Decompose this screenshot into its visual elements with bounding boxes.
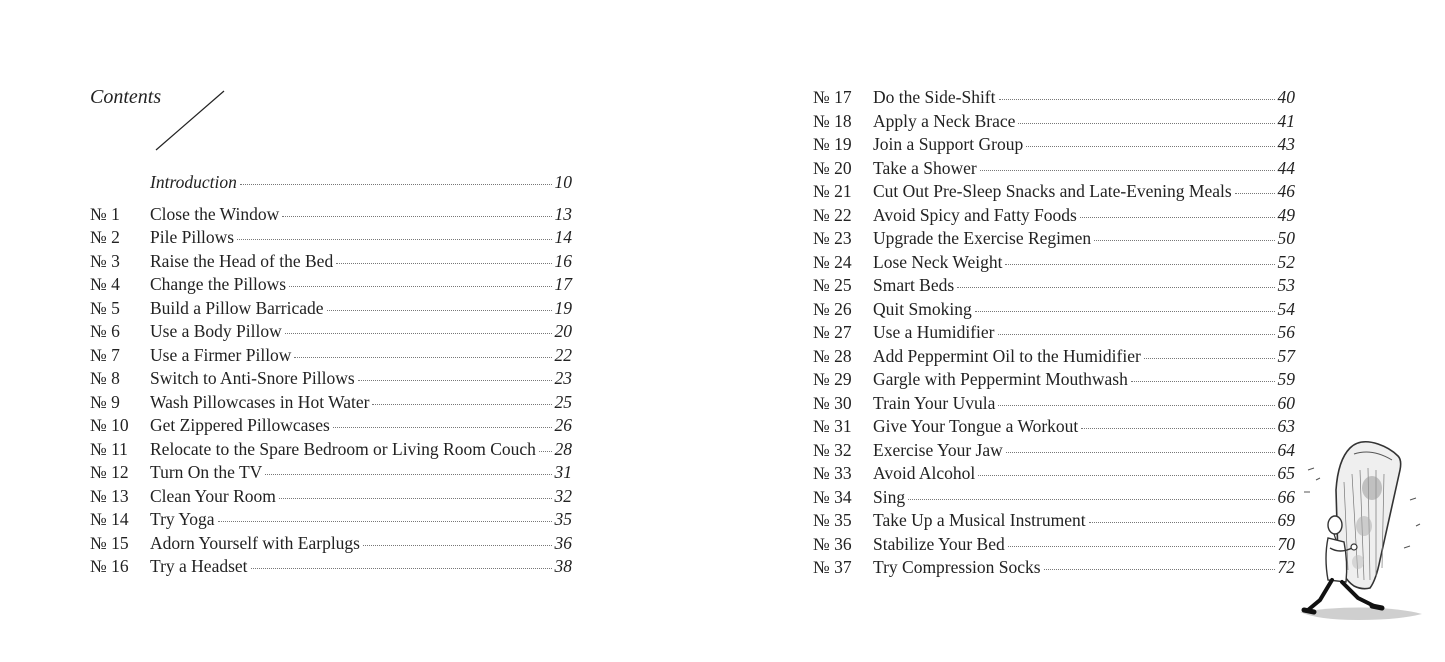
toc-entry-page: 60 (1277, 392, 1295, 413)
toc-entry-page: 22 (554, 344, 572, 365)
toc-entry-number: № 8 (90, 368, 120, 388)
toc-list-left (90, 171, 572, 579)
toc-entry-title: Train Your Uvula (873, 392, 996, 413)
toc-entry-title: Relocate to the Spare Bedroom or Living Room Couch (150, 438, 536, 459)
dot-leader (237, 238, 551, 240)
toc-entry-number: № 29 (813, 369, 852, 389)
toc-entry-title: Pile Pillows (150, 227, 235, 247)
toc-entry-page: 20 (554, 321, 572, 341)
toc-entry-title: Switch to Anti-Snore Pillows (150, 368, 355, 388)
toc-entry-number: № 12 (90, 462, 129, 482)
toc-entry-page: 28 (554, 438, 572, 459)
toc-entry-page: 25 (554, 391, 572, 412)
dot-leader (1131, 380, 1275, 382)
toc-entry[interactable] (90, 508, 572, 532)
toc-entry[interactable] (813, 204, 1295, 228)
toc-entry[interactable] (813, 392, 1295, 416)
dot-leader (1089, 521, 1275, 523)
toc-entry-number: № 20 (813, 157, 852, 178)
toc-entry-title: Avoid Spicy and Fatty Foods (873, 204, 1077, 225)
toc-entry-title: Try Compression Socks (873, 557, 1041, 577)
toc-entry-title: Get Zippered Pillowcases (150, 415, 330, 435)
toc-entry[interactable] (90, 532, 572, 556)
dot-leader (218, 520, 552, 522)
toc-entry-number: № 22 (813, 204, 852, 225)
toc-entry-number: № 24 (813, 251, 852, 272)
dot-leader (908, 498, 1274, 500)
toc-entry-page: 19 (554, 297, 572, 318)
toc-entry-page: 66 (1277, 486, 1295, 507)
toc-entry-page: 52 (1277, 251, 1295, 272)
toc-entry-title: Raise the Head of the Bed (150, 250, 334, 271)
toc-entry-page: 53 (1277, 275, 1295, 295)
toc-entry[interactable] (813, 157, 1295, 181)
man-carrying-mattress-icon (1298, 430, 1438, 625)
toc-entry-number: № 13 (90, 485, 129, 506)
toc-entry-number: № 23 (813, 228, 852, 248)
toc-entry-page: 65 (1277, 463, 1295, 483)
toc-entry-title: Quit Smoking (873, 298, 972, 319)
toc-entry-page: 23 (554, 368, 572, 388)
toc-entry[interactable] (813, 321, 1295, 345)
dot-leader (358, 379, 552, 381)
toc-entry-number: № 14 (90, 509, 129, 529)
toc-entry-title: Introduction (150, 172, 237, 192)
dot-leader (1044, 568, 1275, 570)
toc-entry-title: Try Yoga (150, 509, 215, 529)
toc-entry-number: № 27 (813, 322, 852, 342)
toc-entry-number: № 10 (90, 415, 129, 435)
toc-entry-page: 56 (1277, 322, 1295, 342)
toc-entry-number: № 9 (90, 391, 120, 412)
toc-entry-number: № 37 (813, 557, 852, 577)
toc-entry[interactable] (90, 391, 572, 415)
toc-entry-page: 35 (554, 509, 572, 529)
toc-entry-page: 72 (1277, 557, 1295, 577)
toc-entry-number: № 31 (813, 416, 852, 436)
toc-entry[interactable] (813, 462, 1295, 486)
toc-entry-title: Clean Your Room (150, 485, 276, 506)
toc-entry[interactable] (813, 251, 1295, 275)
toc-entry-number: № 35 (813, 510, 852, 530)
dot-leader (294, 356, 551, 358)
toc-entry[interactable] (90, 297, 572, 321)
toc-entry-title: Turn On the TV (150, 462, 263, 482)
toc-entry-title: Give Your Tongue a Workout (873, 416, 1079, 436)
toc-entry-title: Apply a Neck Brace (873, 110, 1016, 131)
toc-entry-page: 41 (1277, 110, 1295, 131)
toc-entry-title: Cut Out Pre-Sleep Snacks and Late-Evening Meals (873, 181, 1232, 201)
dot-leader (998, 333, 1275, 335)
toc-entry-page: 54 (1277, 298, 1295, 319)
toc-entry-title: Gargle with Peppermint Mouthwash (873, 369, 1128, 389)
dot-leader (282, 215, 551, 217)
toc-entry[interactable] (813, 509, 1295, 533)
dot-leader (327, 309, 552, 311)
toc-entry-title: Close the Window (150, 203, 280, 224)
toc-entry-number: № 6 (90, 321, 120, 341)
toc-entry[interactable] (90, 344, 572, 368)
toc-entry[interactable] (813, 274, 1295, 298)
toc-entry-page: 40 (1277, 87, 1295, 107)
toc-entry-page: 50 (1277, 228, 1295, 248)
toc-entry-page: 32 (554, 485, 572, 506)
toc-entry-page: 46 (1277, 181, 1295, 201)
dot-leader (279, 497, 552, 499)
toc-entry-number: № 3 (90, 250, 120, 271)
heading-slash-decoration (150, 88, 230, 154)
toc-entry-title: Exercise Your Jaw (873, 439, 1003, 460)
toc-entry-page: 13 (554, 203, 572, 224)
toc-entry-title: Wash Pillowcases in Hot Water (150, 391, 370, 412)
toc-entry[interactable] (813, 298, 1295, 322)
toc-entry-page: 26 (554, 415, 572, 435)
toc-entry[interactable] (90, 414, 572, 438)
toc-entry-title: Smart Beds (873, 275, 955, 295)
toc-entry-page: 69 (1277, 510, 1295, 530)
dot-leader (251, 567, 552, 569)
toc-entry-title: Lose Neck Weight (873, 251, 1003, 272)
toc-entry-page: 31 (554, 462, 572, 482)
toc-entry-page: 44 (1277, 157, 1295, 178)
toc-entry-number: № 25 (813, 275, 852, 295)
toc-entry-page: 43 (1277, 134, 1295, 154)
dot-leader (999, 98, 1275, 100)
toc-entry[interactable] (813, 345, 1295, 369)
dot-leader (1094, 239, 1274, 241)
toc-entry-number: № 26 (813, 298, 852, 319)
toc-entry-page: 64 (1277, 439, 1295, 460)
dot-leader (1008, 545, 1275, 547)
toc-entry[interactable] (90, 438, 572, 462)
toc-entry[interactable] (90, 226, 572, 250)
toc-entry[interactable] (813, 439, 1295, 463)
toc-entry[interactable] (90, 367, 572, 391)
toc-entry[interactable] (90, 320, 572, 344)
toc-entry-title: Avoid Alcohol (873, 463, 976, 483)
toc-entry-page: 17 (554, 274, 572, 294)
toc-entry-number: № 16 (90, 556, 129, 576)
toc-entry-number: № 4 (90, 274, 120, 294)
toc-entry-title: Try a Headset (150, 556, 248, 576)
toc-entry-number: № 36 (813, 533, 852, 554)
toc-entry-title: Take Up a Musical Instrument (873, 510, 1086, 530)
toc-entry-title: Do the Side-Shift (873, 87, 996, 107)
toc-entry-number: № 33 (813, 463, 852, 483)
dot-leader (1081, 427, 1274, 429)
toc-entry-page: 70 (1277, 533, 1295, 554)
toc-entry-page: 38 (554, 556, 572, 576)
dot-leader (372, 403, 551, 405)
dot-leader (539, 450, 552, 452)
toc-entry-page: 63 (1277, 416, 1295, 436)
toc-entry-number: № 19 (813, 134, 852, 154)
toc-entry-title: Add Peppermint Oil to the Humidifier (873, 345, 1141, 366)
toc-entry-introduction[interactable] (90, 171, 572, 195)
toc-entry-number: № 11 (90, 438, 128, 459)
toc-entry-number: № 30 (813, 392, 852, 413)
dot-leader (1026, 145, 1274, 147)
toc-entry-title: Use a Body Pillow (150, 321, 282, 341)
right-page (723, 0, 1445, 662)
toc-entry-page: 57 (1277, 345, 1295, 366)
dot-leader (265, 473, 551, 475)
dot-leader (1005, 263, 1274, 265)
toc-entry-title: Adorn Yourself with Earplugs (150, 532, 360, 553)
toc-entry[interactable] (813, 415, 1295, 439)
toc-entry-page: 49 (1277, 204, 1295, 225)
toc-entry[interactable] (813, 556, 1295, 580)
dot-leader (1006, 451, 1275, 453)
dot-leader (289, 285, 551, 287)
toc-entry-page: 16 (554, 250, 572, 271)
dot-leader (1144, 357, 1275, 359)
toc-entry-title: Upgrade the Exercise Regimen (873, 228, 1092, 248)
toc-entry-number: № 7 (90, 344, 120, 365)
toc-entry-number: № 28 (813, 345, 852, 366)
dot-leader (975, 310, 1275, 312)
toc-entry-number: № 18 (813, 110, 852, 131)
toc-entry-number: № 32 (813, 439, 852, 460)
toc-entry-title: Join a Support Group (873, 134, 1024, 154)
dot-leader (980, 169, 1275, 171)
toc-entry[interactable] (813, 368, 1295, 392)
toc-entry-page: 10 (554, 172, 572, 192)
toc-entry-number: № 1 (90, 203, 120, 224)
toc-entry-number: № 17 (813, 87, 852, 107)
toc-entry-page: 14 (554, 227, 572, 247)
dot-leader (998, 404, 1274, 406)
toc-entry[interactable] (90, 203, 572, 227)
left-page (0, 0, 722, 662)
toc-entry[interactable] (813, 133, 1295, 157)
dot-leader (336, 262, 551, 264)
toc-entry-number: № 21 (813, 181, 852, 201)
toc-list-right (813, 86, 1295, 580)
toc-entry-title: Build a Pillow Barricade (150, 297, 324, 318)
toc-entry-number: № 5 (90, 297, 120, 318)
toc-entry-title: Use a Firmer Pillow (150, 344, 292, 365)
toc-entry-title: Use a Humidifier (873, 322, 995, 342)
toc-entry-number: № 34 (813, 486, 852, 507)
dot-leader (333, 426, 552, 428)
dot-leader (1080, 216, 1275, 218)
toc-entry[interactable] (90, 461, 572, 485)
toc-entry[interactable] (813, 227, 1295, 251)
toc-entry[interactable] (90, 485, 572, 509)
toc-entry-page: 36 (554, 532, 572, 553)
toc-entry-number: № 15 (90, 532, 129, 553)
contents-heading: Contents (90, 86, 162, 108)
dot-leader (285, 332, 552, 334)
toc-entry[interactable] (813, 533, 1295, 557)
toc-entry[interactable] (90, 273, 572, 297)
dot-leader (978, 474, 1274, 476)
toc-entry[interactable] (813, 110, 1295, 134)
toc-entry[interactable] (813, 180, 1295, 204)
toc-entry-title: Take a Shower (873, 157, 977, 178)
toc-entry-title: Stabilize Your Bed (873, 533, 1005, 554)
toc-entry[interactable] (90, 555, 572, 579)
toc-entry-page: 59 (1277, 369, 1295, 389)
toc-entry-number: № 2 (90, 227, 120, 247)
dot-leader (1018, 122, 1274, 124)
toc-entry[interactable] (813, 486, 1295, 510)
dot-leader (1235, 192, 1275, 194)
dot-leader (240, 183, 552, 185)
toc-entry[interactable] (813, 86, 1295, 110)
dot-leader (957, 286, 1274, 288)
toc-entry-title: Change the Pillows (150, 274, 287, 294)
dot-leader (363, 544, 552, 546)
toc-entry[interactable] (90, 250, 572, 274)
toc-entry-title: Sing (873, 486, 906, 507)
